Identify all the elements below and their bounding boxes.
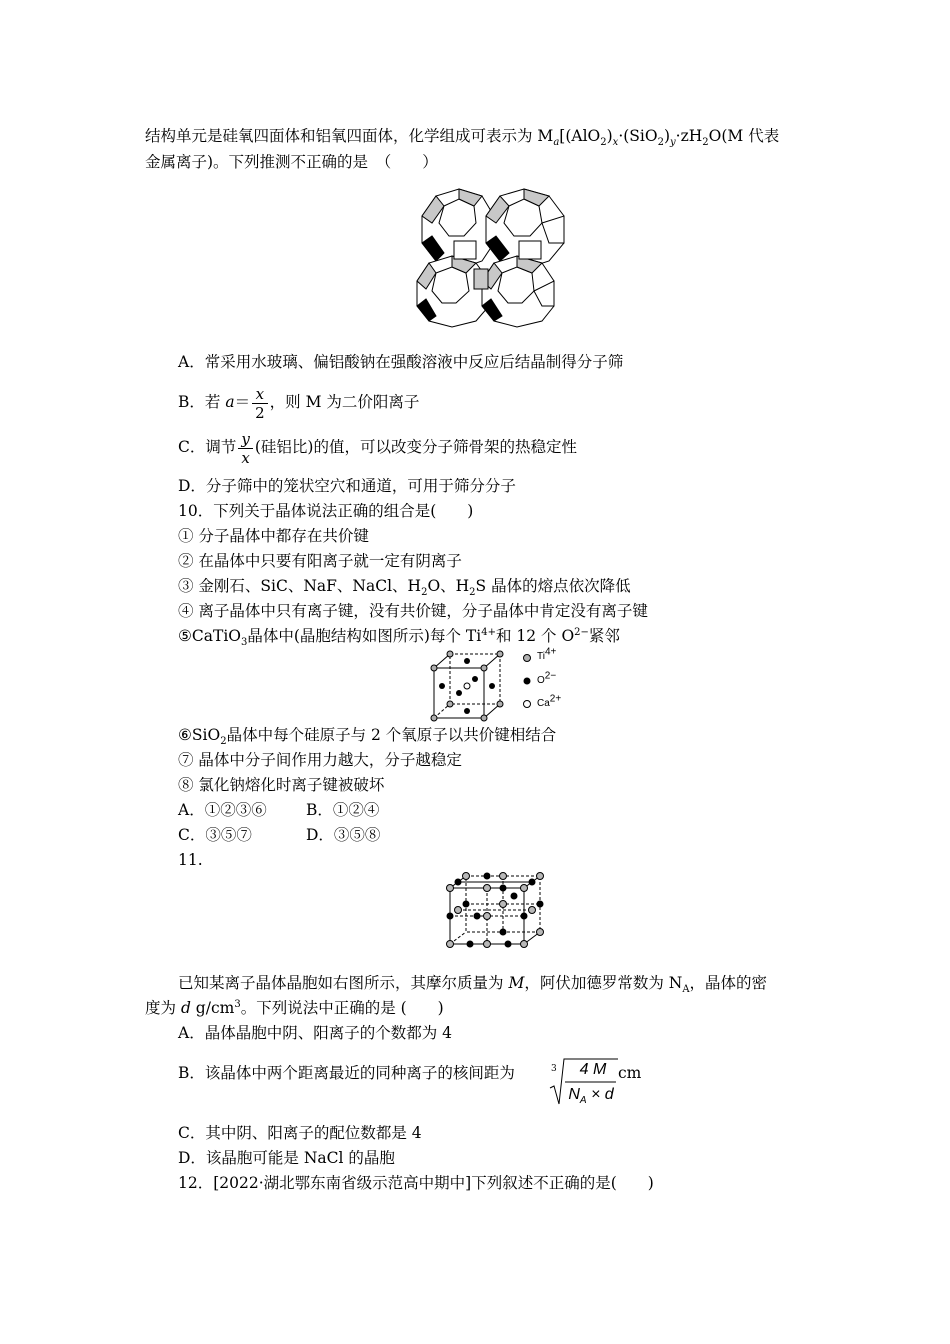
q9-option-d: D．分子筛中的笼状空穴和通道，可用于筛分分子 (178, 477, 516, 495)
q10-statement-6: ⑥SiO$_2$晶体中每个硅原子与 2 个氧原子以共价键相结合 (178, 726, 557, 748)
intro-line-2: 金属离子)。下列推测不正确的是 （ ） (145, 153, 438, 171)
cube-root-index: 3 (551, 1064, 557, 1074)
q11-option-c: C．其中阴、阳离子的配位数都是 4 (178, 1124, 422, 1142)
q11-option-d: D．该晶胞可能是 NaCl 的晶胞 (178, 1149, 395, 1167)
q10-statement-8: ⑧ 氯化钠熔化时离子键被破坏 (178, 776, 385, 794)
q10-stem: 10．下列关于晶体说法正确的组合是( ) (178, 502, 474, 520)
q11-option-b-text: B．该晶体中两个距离最近的同种离子的核间距为 (178, 1064, 515, 1082)
q11-option-a: A．晶体晶胞中阴、阳离子的个数都为 4 (178, 1024, 452, 1042)
unit-cell-legend-markers (520, 652, 534, 712)
q10-statement-4: ④ 离子晶体中只有离子键，没有共价键，分子晶体中肯定没有离子键 (178, 602, 648, 620)
root-numerator: 4 M (579, 1061, 607, 1078)
q11-option-b-unit: cm (618, 1064, 642, 1082)
q9-option-a: A．常采用水玻璃、偏铝酸钠在强酸溶液中反应后结晶制得分子筛 (178, 353, 624, 371)
root-denominator: $N_A \times d$ (568, 1086, 614, 1107)
q11-stem-line-1: 已知某离子晶体晶胞如右图所示，其摩尔质量为 M，阿伏加德罗常数为 $N_A$，晶体的密 (178, 974, 768, 996)
zeolite-structure-figure (414, 181, 574, 331)
q9-option-b: B．若 a＝ $\frac{x}{2}$ ，则 M 为二价阳离子 (178, 384, 420, 422)
q10-statement-2: ② 在晶体中只要有阳离子就一定有阴离子 (178, 552, 462, 570)
q10-statement-3: ③ 金刚石、SiC、NaF、NaCl、$H_2O$、$H_2S$ 晶体的熔点依次降低 (178, 577, 631, 599)
q9-option-c: C．调节 $\frac{y}{x}$ (硅铝比)的值，可以改变分子筛骨架的热稳定性 (178, 429, 577, 467)
intro-line-1: 结构单元是硅氧四面体和铝氧四面体，化学组成可表示为 $M_a[(AlO_2)_x\cdot(SiO_2)_y\cdot zH_2O(M$ 代表 (145, 127, 780, 149)
fraction-y-over-x: $\frac{y}{x}$ (238, 430, 252, 467)
q12-stem: 12．[2022·湖北鄂东南省级示范高中期中]下列叙述不正确的是( ) (178, 1174, 654, 1192)
q10-option-a: A．①②③⑥ (178, 801, 267, 819)
q10-statement-1: ① 分子晶体中都存在共价键 (178, 527, 369, 545)
catio3-unit-cell-figure (428, 650, 508, 722)
legend-o: $O^{2-}$ (537, 670, 557, 686)
q10-statement-7: ⑦ 晶体中分子间作用力越大，分子越稳定 (178, 751, 462, 769)
q10-statement-5: ⑤CaTiO$_3$晶体中(晶胞结构如图所示)每个 $Ti^{4+}$和 12 个 $O^{2-}$紧邻 (178, 626, 620, 649)
legend-ca: $Ca^{2+}$ (537, 693, 562, 709)
q11-stem-line-2: 度为 d $g/cm^3$。下列说法中正确的是 ( ) (145, 998, 444, 1017)
fraction-x-over-2: $\frac{x}{2}$ (252, 385, 268, 422)
q10-option-c: C．③⑤⑦ (178, 826, 252, 844)
q10-option-b: B．①②④ (306, 801, 380, 819)
q10-option-d: D．③⑤⑧ (306, 826, 381, 844)
ionic-crystal-unit-cell-figure (444, 870, 546, 950)
legend-ti: $Ti^{4+}$ (537, 646, 557, 662)
q11-number: 11. (178, 851, 203, 869)
